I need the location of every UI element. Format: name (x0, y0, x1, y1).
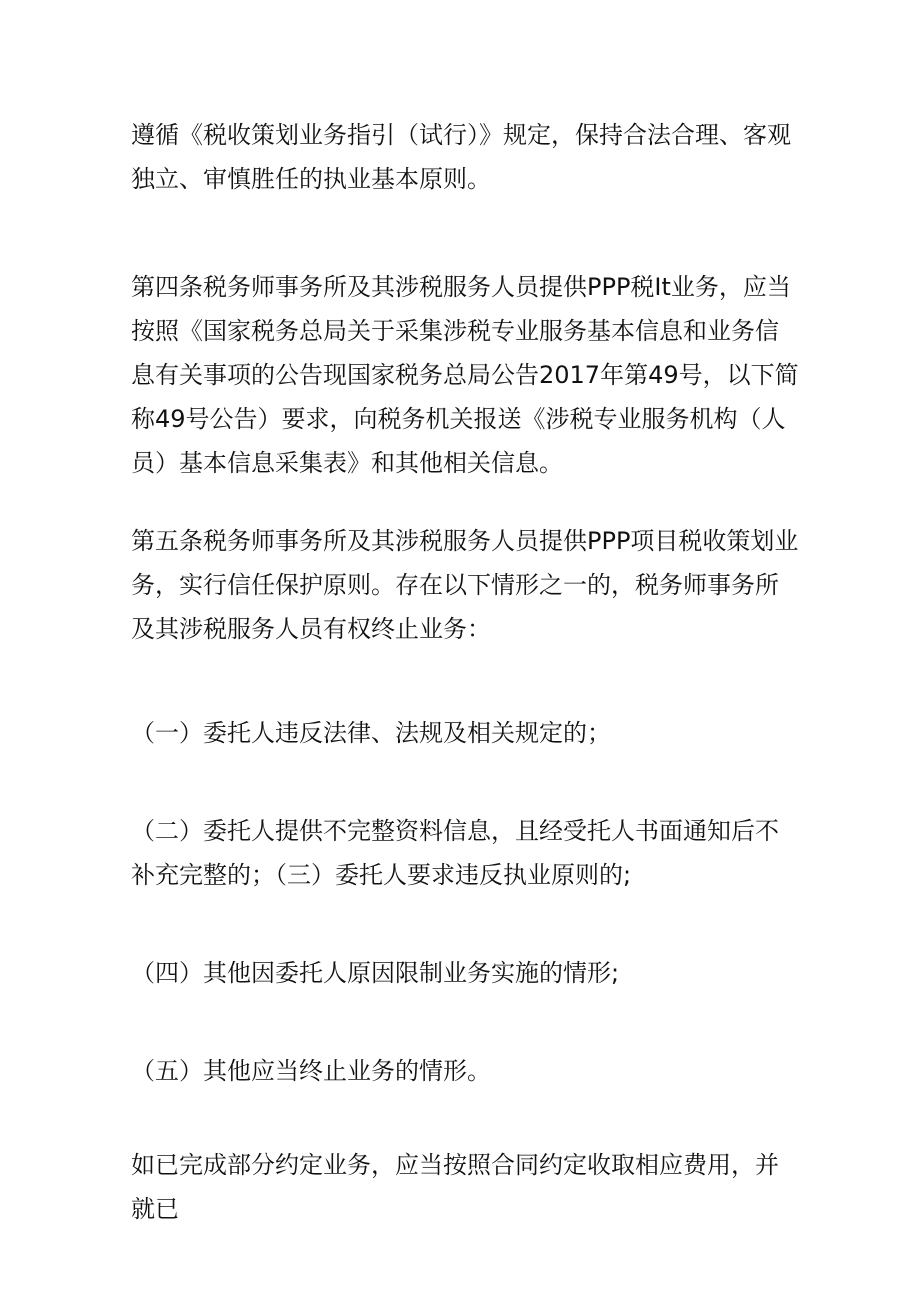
list-item-1: （一）委托人违反法律、法规及相关规定的； (131, 719, 611, 747)
list-item-2-3: （二）委托人提供不完整资料信息，且经受托人书面通知后不补充完整的；（三）委托人要求违反执业原则的; (131, 817, 779, 889)
paragraph-article-4: 第四条税务师事务所及其涉税服务人员提供PPP税It业务，应当按照《国家税务总局关于采集涉税专业服务基本信息和业务信息有关事项的公告现国家税务总局公告2017年第49号，以下简称49号公告）要求，向税务机关报送《涉税专业服务机构（人员）基本信息采集表》和其他相关信息。 (131, 273, 799, 477)
paragraph-article-5: 第五条税务师事务所及其涉税服务人员提供PPP项目税收策划业务，实行信任保护原则。存在以下情形之一的，税务师事务所及其涉税服务人员有权终止业务： (131, 527, 799, 643)
list-item-4: （四）其他因委托人原因限制业务实施的情形; (131, 959, 620, 987)
paragraph-principles: 遵循《税收策划业务指引（试行）》规定，保持合法合理、客观独立、审慎胜任的执业基本原则。 (131, 121, 791, 193)
paragraph-partial-completion: 如已完成部分约定业务，应当按照合同约定收取相应费用，并就已 (131, 1151, 779, 1223)
list-item-5: （五）其他应当终止业务的情形。 (131, 1057, 491, 1085)
